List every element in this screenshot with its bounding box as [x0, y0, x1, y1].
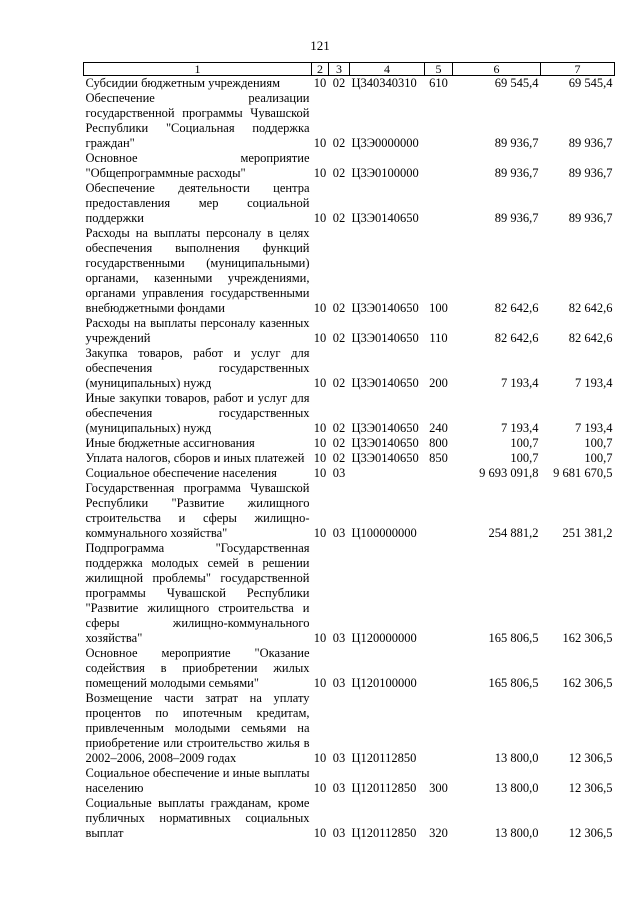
row-section: 10: [313, 781, 327, 795]
row-description: Возмещение части затрат на уплату процентов по ипотечным кредитам, привлеченным молодыми семьями на приобретение или строительство жилья в 2002–2006, 2008–2009 годах: [85, 691, 310, 765]
row-subsection: 03: [332, 781, 346, 795]
header-col-6: 6: [453, 63, 541, 76]
page-number: 121: [310, 38, 330, 53]
table-row: [84, 451, 615, 466]
table-row: [84, 466, 615, 481]
row-amount-col6: 69 545,4: [494, 76, 539, 90]
row-description: Закупка товаров, работ и услуг для обеспечения государственных (муниципальных) нужд: [85, 346, 310, 390]
row-target-article: Ц120112850: [351, 751, 417, 765]
row-amount-col6: 89 936,7: [494, 211, 539, 225]
row-subsection: 02: [332, 301, 346, 315]
row-amount-col7: 100,7: [584, 451, 613, 465]
row-amount-col6: 100,7: [510, 451, 539, 465]
row-expense-type: [425, 181, 453, 226]
row-amount-col6: 13 800,0: [494, 751, 539, 765]
table-header: [84, 63, 615, 76]
table-row: [84, 391, 615, 436]
row-description: Подпрограмма "Государственная поддержка молодых семей в решении жилищной проблемы" государственной программы Чувашской Республики "Развитие жилищного строительства и сферы жилищно-коммунального хозяйства": [85, 541, 310, 645]
table-row: [84, 766, 615, 796]
row-section: 10: [313, 76, 327, 90]
row-amount-col7: 9 681 670,5: [553, 466, 613, 480]
row-amount-col6: 9 693 091,8: [479, 466, 539, 480]
header-col-3: 3: [329, 63, 350, 76]
row-description: Расходы на выплаты персоналу казенных учреждений: [85, 316, 310, 345]
row-description: Социальное обеспечение населения: [85, 466, 277, 480]
row-expense-type: 100: [429, 301, 448, 315]
row-expense-type: 850: [429, 451, 448, 465]
row-expense-type: 240: [429, 421, 448, 435]
row-amount-col6: 82 642,6: [494, 331, 539, 345]
row-expense-type: [425, 151, 453, 181]
row-expense-type: 200: [429, 376, 448, 390]
row-target-article: Ц3Э0140650: [351, 421, 419, 435]
row-target-article: Ц3Э0000000: [351, 136, 419, 150]
row-target-article: Ц3Э0140650: [351, 376, 419, 390]
row-target-article: Ц3Э0140650: [351, 211, 419, 225]
row-target-article: Ц3Э0140650: [351, 331, 419, 345]
header-col-7: 7: [541, 63, 615, 76]
row-amount-col7: 82 642,6: [568, 301, 613, 315]
table-row: [84, 181, 615, 226]
row-subsection: 03: [332, 526, 346, 540]
table-row: [84, 691, 615, 766]
row-target-article: Ц120112850: [351, 826, 417, 840]
row-amount-col6: 13 800,0: [494, 781, 539, 795]
row-expense-type: 320: [429, 826, 448, 840]
row-expense-type: [425, 691, 453, 766]
row-expense-type: [425, 91, 453, 151]
row-section: 10: [313, 676, 327, 690]
row-section: 10: [313, 421, 327, 435]
table-row: [84, 646, 615, 691]
row-amount-col7: 82 642,6: [568, 331, 613, 345]
row-target-article: Ц120100000: [351, 676, 417, 690]
row-expense-type: 110: [429, 331, 448, 345]
row-amount-col7: 7 193,4: [575, 421, 613, 435]
row-amount-col6: 82 642,6: [494, 301, 539, 315]
row-amount-col7: 7 193,4: [575, 376, 613, 390]
row-amount-col7: 69 545,4: [568, 76, 613, 90]
row-subsection: 02: [332, 166, 346, 180]
row-subsection: 02: [332, 421, 346, 435]
row-amount-col7: 251 381,2: [562, 526, 613, 540]
row-target-article: Ц120112850: [351, 781, 417, 795]
budget-table: [83, 62, 615, 841]
row-description: Государственная программа Чувашской Республики "Развитие жилищного строительства и сферы жилищно-коммунального хозяйства": [85, 481, 310, 540]
row-amount-col6: 89 936,7: [494, 166, 539, 180]
table-row: [84, 481, 615, 541]
row-target-article: Ц3Э0140650: [351, 436, 419, 450]
row-expense-type: [425, 541, 453, 646]
table-row: [84, 226, 615, 316]
row-section: 10: [313, 211, 327, 225]
row-target-article: Ц3Э0140650: [351, 451, 419, 465]
row-description: Социальное обеспечение и иные выплаты населению: [85, 766, 310, 795]
header-col-4: 4: [350, 63, 425, 76]
row-subsection: 03: [332, 466, 346, 480]
row-target-article: Ц340340310: [351, 76, 417, 90]
row-amount-col6: 254 881,2: [488, 526, 539, 540]
row-section: 10: [313, 166, 327, 180]
row-subsection: 02: [332, 436, 346, 450]
row-subsection: 02: [332, 136, 346, 150]
row-description: Основное мероприятие "Оказание содействия в приобретении жилых помещений молодыми семьями": [85, 646, 310, 690]
row-amount-col6: 100,7: [510, 436, 539, 450]
row-amount-col6: 13 800,0: [494, 826, 539, 840]
row-amount-col7: 89 936,7: [568, 211, 613, 225]
row-description: Обеспечение реализации государственной программы Чувашской Республики "Социальная поддержка граждан": [85, 91, 310, 150]
row-amount-col6: 165 806,5: [488, 676, 539, 690]
row-description: Расходы на выплаты персоналу в целях обеспечения выполнения функций государственными (муниципальными) органами, казенными учреждениями, органами управления государственными внебюджетными фондами: [85, 226, 310, 315]
row-subsection: 02: [332, 451, 346, 465]
row-target-article: Ц3Э0100000: [351, 166, 419, 180]
row-expense-type: 610: [429, 76, 448, 90]
table-row: [84, 151, 615, 181]
row-section: 10: [313, 526, 327, 540]
table-row: [84, 76, 615, 92]
row-expense-type: [425, 646, 453, 691]
row-subsection: 02: [332, 76, 346, 90]
row-subsection: 02: [332, 376, 346, 390]
row-expense-type: [425, 481, 453, 541]
row-amount-col7: 12 306,5: [568, 751, 613, 765]
row-section: 10: [313, 631, 327, 645]
row-section: 10: [313, 826, 327, 840]
row-amount-col7: 12 306,5: [568, 826, 613, 840]
header-col-1: 1: [84, 63, 312, 76]
row-description: Основное мероприятие "Общепрограммные расходы": [85, 151, 310, 180]
row-subsection: 02: [332, 331, 346, 345]
row-target-article: [350, 466, 425, 481]
row-description: Социальные выплаты гражданам, кроме публичных нормативных социальных выплат: [85, 796, 310, 840]
row-description: Субсидии бюджетным учреждениям: [85, 76, 281, 90]
table-row: [84, 436, 615, 451]
table-row: [84, 346, 615, 391]
row-subsection: 02: [332, 211, 346, 225]
header-col-2: 2: [312, 63, 329, 76]
row-amount-col7: 100,7: [584, 436, 613, 450]
row-amount-col6: 165 806,5: [488, 631, 539, 645]
row-amount-col7: 162 306,5: [562, 631, 613, 645]
row-section: 10: [313, 751, 327, 765]
row-subsection: 03: [332, 676, 346, 690]
row-description: Уплата налогов, сборов и иных платежей: [85, 451, 305, 465]
row-subsection: 03: [332, 631, 346, 645]
row-section: 10: [313, 331, 327, 345]
row-amount-col7: 89 936,7: [568, 166, 613, 180]
row-subsection: 03: [332, 826, 346, 840]
row-expense-type: 800: [429, 436, 448, 450]
row-amount-col7: 12 306,5: [568, 781, 613, 795]
row-section: 10: [313, 451, 327, 465]
row-amount-col7: 162 306,5: [562, 676, 613, 690]
table-row: [84, 796, 615, 841]
row-amount-col6: 89 936,7: [494, 136, 539, 150]
row-expense-type: [425, 466, 453, 481]
row-target-article: Ц100000000: [351, 526, 417, 540]
row-amount-col6: 7 193,4: [501, 421, 539, 435]
row-target-article: Ц3Э0140650: [351, 301, 419, 315]
row-description: Иные закупки товаров, работ и услуг для обеспечения государственных (муниципальных) нужд: [85, 391, 310, 435]
header-col-5: 5: [425, 63, 453, 76]
row-section: 10: [313, 466, 327, 480]
row-section: 10: [313, 376, 327, 390]
row-expense-type: 300: [429, 781, 448, 795]
row-target-article: Ц120000000: [351, 631, 417, 645]
header-row: [84, 63, 615, 76]
row-subsection: 03: [332, 751, 346, 765]
row-description: Иные бюджетные ассигнования: [85, 436, 255, 450]
row-section: 10: [313, 301, 327, 315]
row-section: 10: [313, 436, 327, 450]
row-amount-col7: 89 936,7: [568, 136, 613, 150]
table-row: [84, 316, 615, 346]
table-row: [84, 91, 615, 151]
table-body: [84, 76, 615, 842]
row-description: Обеспечение деятельности центра предоставления мер социальной поддержки: [85, 181, 310, 225]
table-row: [84, 541, 615, 646]
row-amount-col6: 7 193,4: [501, 376, 539, 390]
row-section: 10: [313, 136, 327, 150]
